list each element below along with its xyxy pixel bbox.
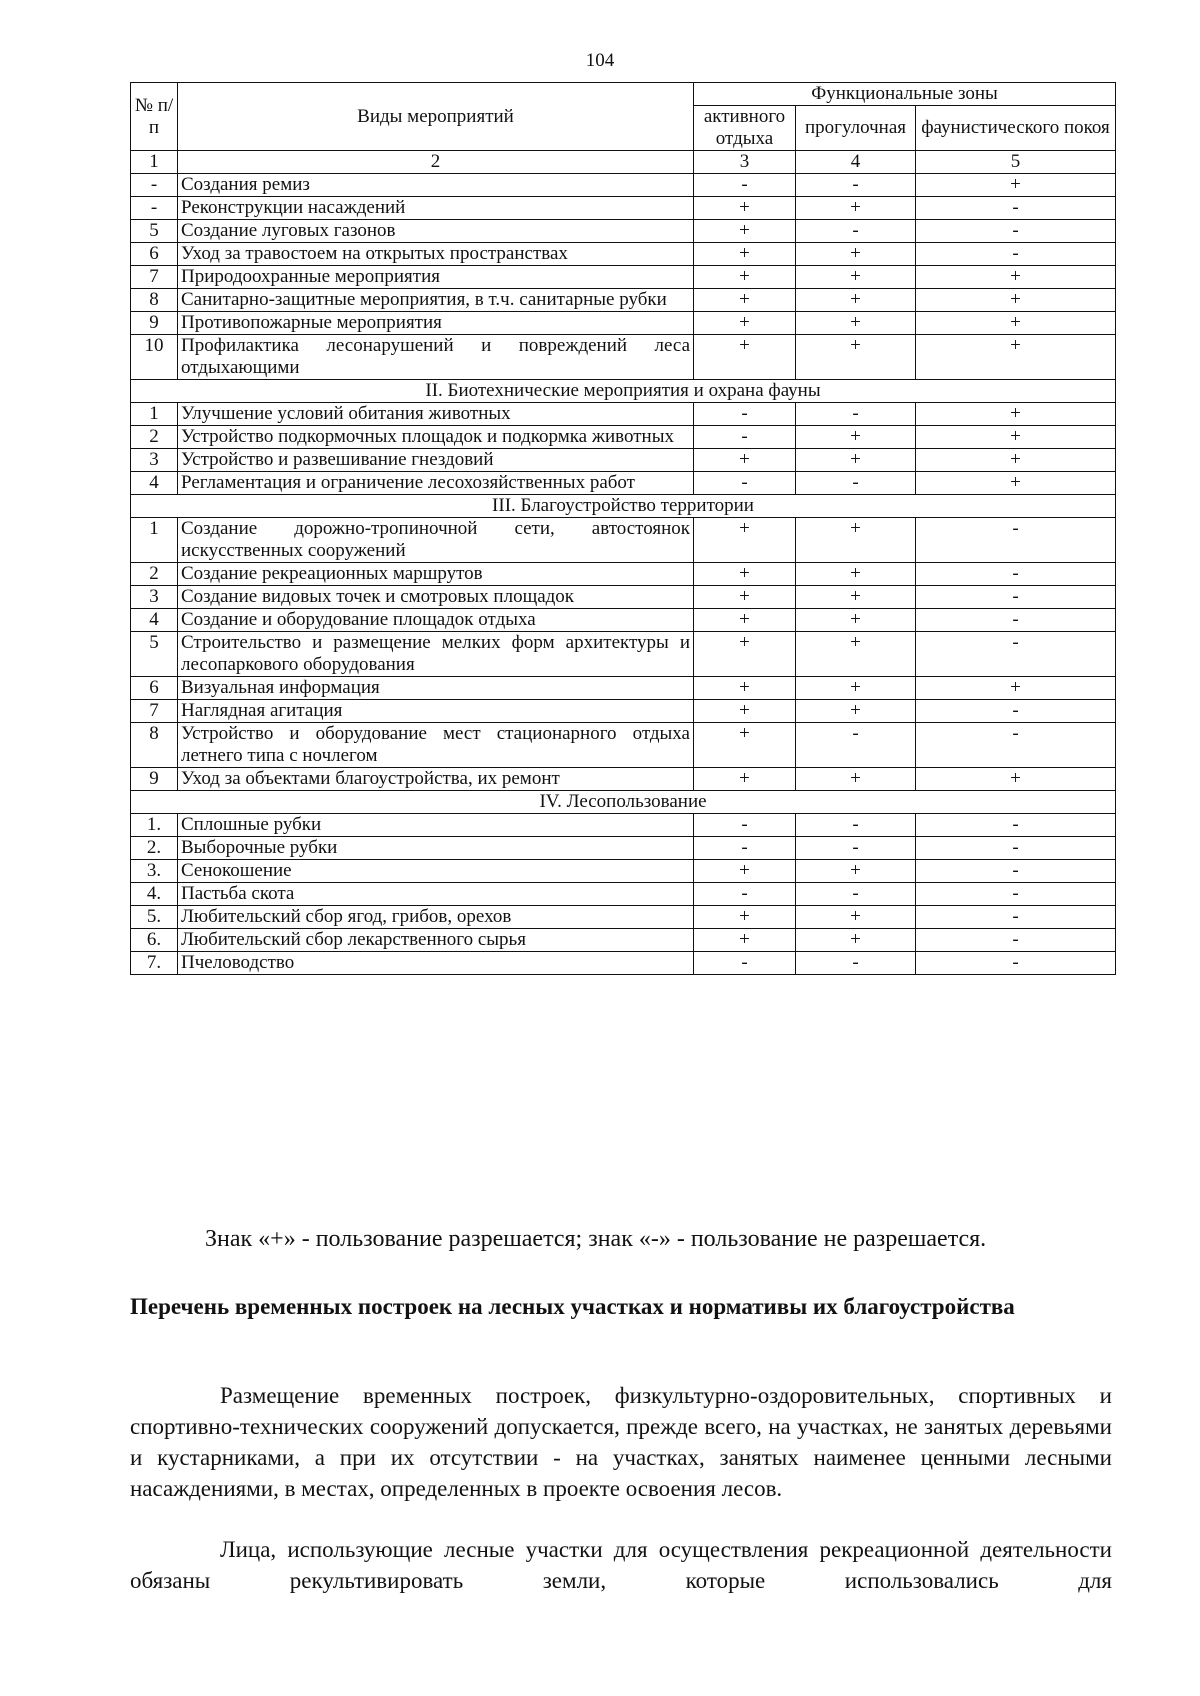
row-number: 2 [131, 563, 178, 586]
mark-active: + [694, 312, 796, 335]
row-number: 6. [131, 929, 178, 952]
row-number: 1 [131, 403, 178, 426]
table-row [131, 243, 1116, 266]
mark-fauna: - [916, 632, 1116, 677]
mark-walking: + [796, 312, 916, 335]
section-title: IV. Лесопользование [131, 791, 1116, 814]
activity-name: Уход за травостоем на открытых пространствах [178, 243, 694, 266]
activity-name: Устройство и развешивание гнездовий [178, 449, 694, 472]
row-number: 8 [131, 723, 178, 768]
table-row [131, 609, 1116, 632]
mark-fauna: + [916, 449, 1116, 472]
activity-name: Визуальная информация [178, 677, 694, 700]
mark-fauna: + [916, 768, 1116, 791]
mark-active: + [694, 266, 796, 289]
activity-name: Противопожарные мероприятия [178, 312, 694, 335]
mark-fauna: - [916, 837, 1116, 860]
activity-name: Улучшение условий обитания животных [178, 403, 694, 426]
table-row [131, 837, 1116, 860]
activity-name: Профилактика лесонарушений и повреждений леса отдыхающими [178, 335, 694, 380]
table-row [131, 197, 1116, 220]
row-number: 1. [131, 814, 178, 837]
mark-active: + [694, 632, 796, 677]
activity-name: Создание и оборудование площадок отдыха [178, 609, 694, 632]
mark-fauna: - [916, 700, 1116, 723]
mark-active: + [694, 243, 796, 266]
table-row [131, 906, 1116, 929]
activity-name: Создание луговых газонов [178, 220, 694, 243]
section-title: II. Биотехнические мероприятия и охрана фауны [131, 380, 1116, 403]
mark-active: + [694, 220, 796, 243]
activity-name: Регламентация и ограничение лесохозяйственных работ [178, 472, 694, 495]
table-row [131, 952, 1116, 975]
section-title: III. Благоустройство территории [131, 495, 1116, 518]
mark-walking: + [796, 906, 916, 929]
column-number: 5 [916, 151, 1116, 174]
mark-active: - [694, 174, 796, 197]
mark-fauna: + [916, 472, 1116, 495]
table-row [131, 723, 1116, 768]
table-row [131, 472, 1116, 495]
section-row [131, 791, 1116, 814]
activity-name: Сплошные рубки [178, 814, 694, 837]
page-number: 104 [585, 50, 615, 71]
row-number: 5. [131, 906, 178, 929]
table-row [131, 929, 1116, 952]
legend-note: Знак «+» - пользование разрешается; знак «-» - пользование не разрешается. [205, 1226, 987, 1252]
mark-active: + [694, 906, 796, 929]
row-number: 4 [131, 609, 178, 632]
activity-name: Создание рекреационных маршрутов [178, 563, 694, 586]
table-row [131, 632, 1116, 677]
activity-name: Устройство подкормочных площадок и подкормка животных [178, 426, 694, 449]
mark-walking: + [796, 586, 916, 609]
mark-walking: - [796, 723, 916, 768]
mark-fauna: + [916, 266, 1116, 289]
mark-active: + [694, 586, 796, 609]
mark-walking: + [796, 700, 916, 723]
mark-walking: - [796, 814, 916, 837]
mark-walking: + [796, 266, 916, 289]
header-num: № п/п [131, 83, 178, 151]
row-number: 5 [131, 220, 178, 243]
section-heading: Перечень временных построек на лесных участках и нормативы их благоустройства [130, 1294, 1015, 1319]
row-number: 3 [131, 586, 178, 609]
activity-name: Создание дорожно-тропиночной сети, автостоянок искусственных сооружений [178, 518, 694, 563]
row-number: 8 [131, 289, 178, 312]
mark-fauna: - [916, 906, 1116, 929]
mark-fauna: + [916, 335, 1116, 380]
activity-name: Санитарно-защитные мероприятия, в т.ч. санитарные рубки [178, 289, 694, 312]
column-number: 3 [694, 151, 796, 174]
mark-fauna: - [916, 609, 1116, 632]
mark-walking: + [796, 860, 916, 883]
table-row [131, 860, 1116, 883]
row-number: 5 [131, 632, 178, 677]
table-row [131, 700, 1116, 723]
mark-fauna: - [916, 929, 1116, 952]
header-zone-fauna: фаунистического покоя [916, 106, 1116, 151]
mark-walking: + [796, 518, 916, 563]
table-row [131, 335, 1116, 380]
row-number: 9 [131, 768, 178, 791]
mark-walking: + [796, 609, 916, 632]
mark-active: - [694, 403, 796, 426]
mark-walking: + [796, 243, 916, 266]
row-number: 3. [131, 860, 178, 883]
mark-fauna: - [916, 860, 1116, 883]
activity-name: Любительский сбор лекарственного сырья [178, 929, 694, 952]
mark-active: + [694, 609, 796, 632]
column-number: 1 [131, 151, 178, 174]
table-body [131, 151, 1116, 975]
table-row [131, 174, 1116, 197]
mark-active: + [694, 197, 796, 220]
row-number: 3 [131, 449, 178, 472]
activity-name: Устройство и оборудование мест стационарного отдыха летнего типа с ночлегом [178, 723, 694, 768]
column-number: 4 [796, 151, 916, 174]
mark-fauna: - [916, 723, 1116, 768]
row-number: 6 [131, 243, 178, 266]
row-number: 2 [131, 426, 178, 449]
row-number: 10 [131, 335, 178, 380]
mark-walking: - [796, 883, 916, 906]
mark-active: - [694, 426, 796, 449]
mark-walking: + [796, 677, 916, 700]
mark-fauna: - [916, 563, 1116, 586]
mark-active: + [694, 860, 796, 883]
row-number: - [131, 197, 178, 220]
mark-fauna: - [916, 197, 1116, 220]
body-paragraph: Размещение временных построек, физкультурно-оздоровительных, спортивных и спортивно-технических сооружений допускается, прежде всего, на участках, не занятых деревьями и кустарниками, а при их отсутствии - на участках, занятых наименее ценными лесными насаждениями, в местах, определенных в проекте освоения лесов. [130, 1383, 1112, 1501]
activity-name: Строительство и размещение мелких форм архитектуры и лесопаркового оборудования [178, 632, 694, 677]
mark-fauna: + [916, 174, 1116, 197]
mark-walking: - [796, 403, 916, 426]
mark-active: + [694, 700, 796, 723]
mark-active: + [694, 335, 796, 380]
mark-fauna: - [916, 243, 1116, 266]
table-header-row [131, 83, 1116, 106]
mark-walking: + [796, 335, 916, 380]
mark-walking: - [796, 220, 916, 243]
mark-fauna: - [916, 883, 1116, 906]
table-row [131, 449, 1116, 472]
table-row [131, 563, 1116, 586]
row-number: 1 [131, 518, 178, 563]
mark-active: + [694, 518, 796, 563]
table-row [131, 518, 1116, 563]
mark-active: + [694, 563, 796, 586]
mark-fauna: - [916, 952, 1116, 975]
header-zone-walking: прогулочная [796, 106, 916, 151]
mark-fauna: + [916, 289, 1116, 312]
mark-walking: + [796, 563, 916, 586]
row-number: 7 [131, 266, 178, 289]
mark-fauna: + [916, 312, 1116, 335]
table-row [131, 426, 1116, 449]
activities-table [130, 82, 1116, 975]
mark-walking: + [796, 449, 916, 472]
mark-walking: + [796, 426, 916, 449]
mark-active: + [694, 677, 796, 700]
activity-name: Любительский сбор ягод, грибов, орехов [178, 906, 694, 929]
mark-fauna: - [916, 814, 1116, 837]
table-row [131, 312, 1116, 335]
column-number-row [131, 151, 1116, 174]
header-zone-active: активного отдыха [694, 106, 796, 151]
mark-walking: + [796, 768, 916, 791]
row-number: - [131, 174, 178, 197]
table-row [131, 677, 1116, 700]
activity-name: Выборочные рубки [178, 837, 694, 860]
mark-walking: + [796, 929, 916, 952]
activity-name: Сенокошение [178, 860, 694, 883]
mark-active: - [694, 837, 796, 860]
mark-active: + [694, 768, 796, 791]
mark-walking: - [796, 472, 916, 495]
table-row [131, 289, 1116, 312]
mark-active: + [694, 929, 796, 952]
mark-walking: - [796, 837, 916, 860]
mark-active: + [694, 723, 796, 768]
row-number: 2. [131, 837, 178, 860]
mark-walking: + [796, 632, 916, 677]
header-zones: Функциональные зоны [694, 83, 1116, 106]
mark-fauna: + [916, 677, 1116, 700]
mark-active: + [694, 289, 796, 312]
section-row [131, 380, 1116, 403]
row-number: 9 [131, 312, 178, 335]
row-number: 7. [131, 952, 178, 975]
row-number: 4 [131, 472, 178, 495]
mark-walking: - [796, 174, 916, 197]
mark-active: - [694, 814, 796, 837]
table-row [131, 586, 1116, 609]
mark-fauna: - [916, 220, 1116, 243]
section-row [131, 495, 1116, 518]
activity-name: Уход за объектами благоустройства, их ремонт [178, 768, 694, 791]
mark-walking: + [796, 197, 916, 220]
activity-name: Природоохранные мероприятия [178, 266, 694, 289]
activity-name: Реконструкции насаждений [178, 197, 694, 220]
column-number: 2 [178, 151, 694, 174]
mark-fauna: - [916, 518, 1116, 563]
row-number: 7 [131, 700, 178, 723]
activity-name: Пчеловодство [178, 952, 694, 975]
table-row [131, 768, 1116, 791]
table-row [131, 814, 1116, 837]
activity-name: Пастьба скота [178, 883, 694, 906]
mark-fauna: + [916, 426, 1116, 449]
mark-walking: - [796, 952, 916, 975]
table-row [131, 883, 1116, 906]
mark-active: + [694, 449, 796, 472]
mark-active: - [694, 883, 796, 906]
mark-fauna: - [916, 586, 1116, 609]
mark-active: - [694, 472, 796, 495]
activity-name: Создание видовых точек и смотровых площадок [178, 586, 694, 609]
activity-name: Создания ремиз [178, 174, 694, 197]
table-row [131, 403, 1116, 426]
table-row [131, 266, 1116, 289]
row-number: 4. [131, 883, 178, 906]
header-activities: Виды мероприятий [178, 83, 694, 151]
table-row [131, 220, 1116, 243]
mark-fauna: + [916, 403, 1116, 426]
mark-walking: + [796, 289, 916, 312]
activity-name: Наглядная агитация [178, 700, 694, 723]
row-number: 6 [131, 677, 178, 700]
body-paragraph: Лица, использующие лесные участки для осуществления рекреационной деятельности обязаны рекультивировать земли, которые использовались для [130, 1537, 1112, 1593]
mark-active: - [694, 952, 796, 975]
